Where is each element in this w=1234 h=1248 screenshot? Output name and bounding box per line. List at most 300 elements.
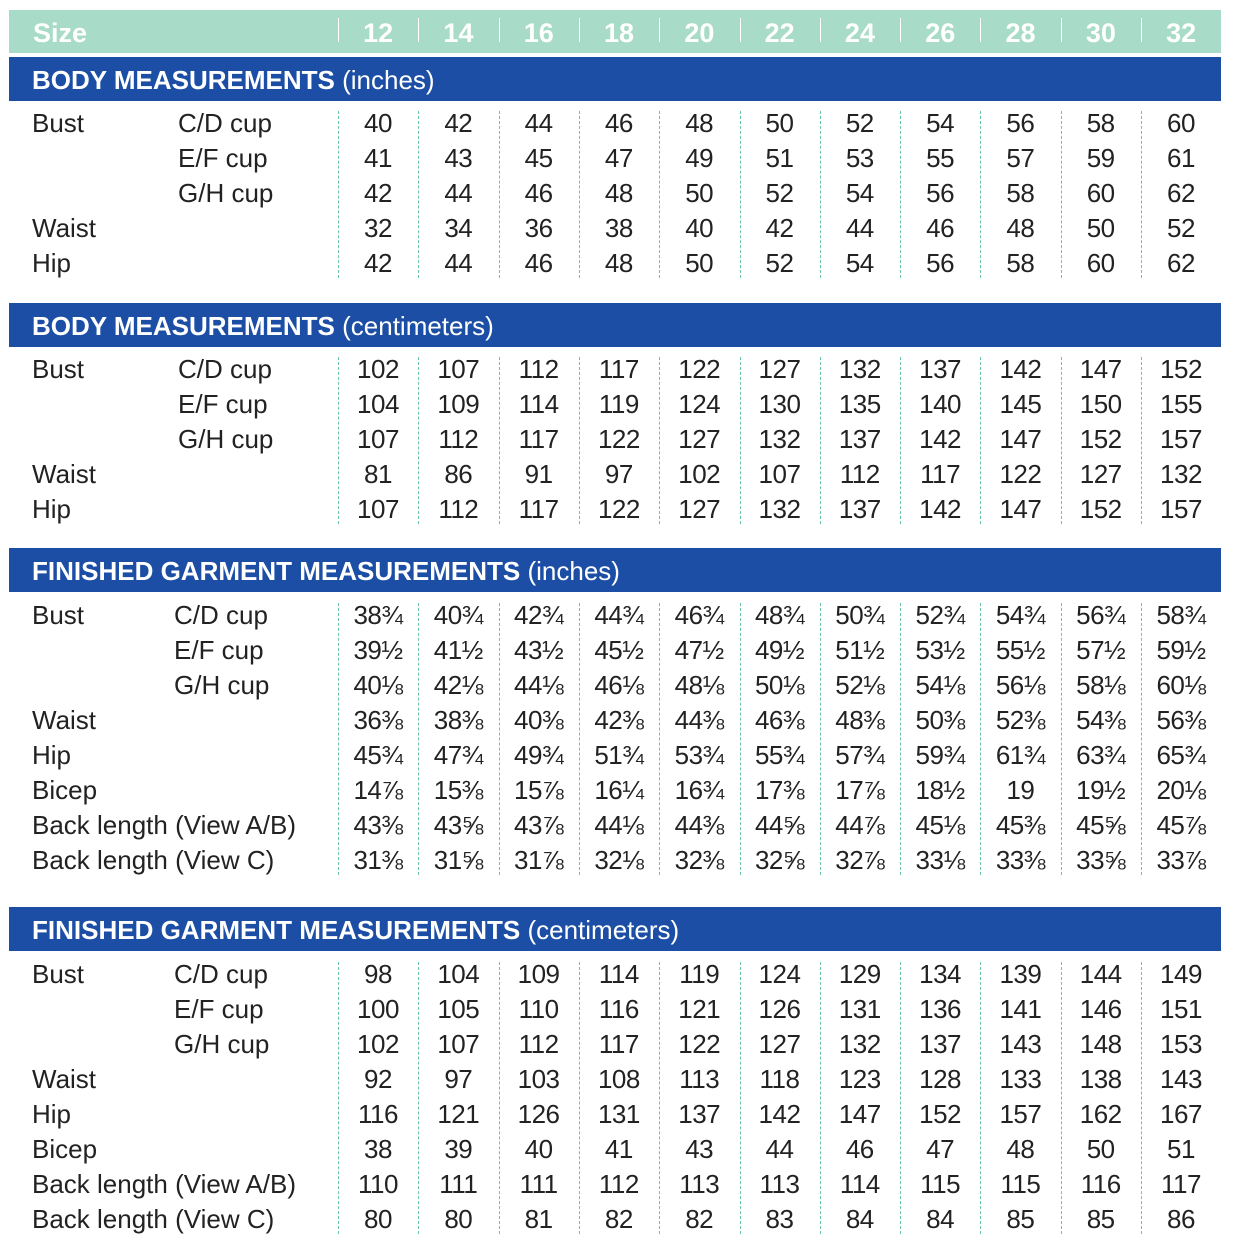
column-divider	[499, 603, 500, 875]
measurement-value: 122	[678, 1029, 721, 1059]
section-unit: (centimeters)	[527, 915, 680, 945]
column-divider	[740, 111, 741, 278]
measurement-value: 142	[919, 494, 962, 524]
measurement-value: 117	[518, 424, 559, 454]
measurement-value: 167	[1160, 1099, 1202, 1129]
header-divider	[338, 18, 339, 42]
measurement-label: Hip	[32, 740, 72, 770]
measurement-value: 38	[364, 1134, 392, 1164]
measurement-label: Waist	[32, 1064, 97, 1094]
header-divider	[418, 18, 419, 42]
measurement-value: 47	[604, 143, 633, 173]
measurement-value: 140	[919, 389, 962, 419]
measurement-value: 61¾	[995, 740, 1045, 770]
measurement-value: 43	[685, 1134, 714, 1164]
measurement-value: 112	[518, 354, 559, 384]
measurement-value: 112	[438, 424, 479, 454]
table-row	[0, 668, 1234, 703]
measurement-value: 60	[1086, 178, 1115, 208]
measurement-value: 59½	[1156, 635, 1206, 665]
measurement-value: 82	[685, 1204, 714, 1234]
measurement-value: 39½	[353, 635, 403, 665]
measurement-value: 33⅛	[915, 845, 965, 875]
measurement-value: 34	[444, 213, 473, 243]
measurement-value: 46	[524, 248, 553, 278]
table-row	[0, 1027, 1234, 1062]
table-row	[0, 457, 1234, 492]
measurement-value: 131	[838, 994, 881, 1024]
measurement-value: 110	[358, 1169, 398, 1199]
measurement-value: 132	[838, 354, 881, 384]
measurement-value: 49	[685, 143, 714, 173]
table-row	[0, 492, 1234, 527]
measurement-value: 51	[1167, 1134, 1195, 1164]
measurement-value: 52¾	[915, 600, 965, 630]
cup-size-label: E/F cup	[178, 389, 268, 419]
measurement-value: 41	[604, 1134, 633, 1164]
cup-size-label: C/D cup	[178, 354, 272, 384]
column-divider	[1061, 357, 1062, 524]
column-divider	[579, 357, 580, 524]
table-row	[0, 703, 1234, 738]
measurement-value: 44⅞	[835, 810, 885, 840]
measurement-value: 58¾	[1156, 600, 1206, 630]
measurement-value: 129	[838, 959, 881, 989]
column-divider	[900, 357, 901, 524]
column-divider	[418, 357, 419, 524]
measurement-value: 112	[598, 1169, 639, 1199]
header-divider	[820, 18, 821, 42]
measurement-value: 157	[1160, 424, 1202, 454]
measurement-value: 50	[685, 248, 714, 278]
measurement-value: 147	[1079, 354, 1122, 384]
measurement-value: 46⅜	[754, 705, 805, 735]
measurement-value: 122	[678, 354, 721, 384]
measurement-label: Bust	[32, 600, 85, 630]
table-row	[0, 141, 1234, 176]
measurement-value: 142	[758, 1099, 801, 1129]
measurement-label: Back length (View A/B)	[32, 810, 296, 840]
measurement-value: 102	[357, 354, 399, 384]
measurement-value: 149	[1160, 959, 1202, 989]
measurement-value: 40	[364, 108, 392, 138]
measurement-value: 128	[919, 1064, 962, 1094]
measurement-value: 45½	[594, 635, 644, 665]
measurement-value: 46⅛	[594, 670, 644, 700]
measurement-value: 52	[1167, 213, 1195, 243]
measurement-value: 39	[444, 1134, 473, 1164]
measurement-value: 52⅛	[835, 670, 885, 700]
cup-size-label: E/F cup	[174, 994, 264, 1024]
measurement-value: 48	[1006, 1134, 1035, 1164]
measurement-value: 18½	[915, 775, 965, 805]
column-divider	[820, 357, 821, 524]
column-divider	[820, 962, 821, 1234]
measurement-value: 126	[758, 994, 801, 1024]
column-divider	[740, 603, 741, 875]
measurement-value: 51¾	[594, 740, 644, 770]
measurement-value: 142	[919, 424, 962, 454]
measurement-value: 162	[1079, 1099, 1122, 1129]
measurement-value: 117	[518, 494, 559, 524]
measurement-value: 62	[1167, 248, 1195, 278]
measurement-value: 44⅛	[594, 810, 644, 840]
column-divider	[579, 962, 580, 1234]
measurement-value: 31⅜	[353, 845, 403, 875]
measurement-value: 157	[999, 1099, 1042, 1129]
measurement-value: 32⅜	[674, 845, 724, 875]
measurement-value: 38¾	[353, 600, 403, 630]
column-divider	[659, 603, 660, 875]
measurement-value: 147	[999, 494, 1042, 524]
measurement-value: 86	[1167, 1204, 1195, 1234]
measurement-value: 65¾	[1156, 740, 1206, 770]
measurement-value: 124	[678, 389, 721, 419]
measurement-value: 46	[845, 1134, 874, 1164]
measurement-value: 147	[999, 424, 1042, 454]
column-divider	[659, 962, 660, 1234]
measurement-value: 51	[765, 143, 794, 173]
measurement-value: 41	[364, 143, 392, 173]
header-divider	[499, 18, 500, 42]
measurement-value: 43⅝	[433, 810, 483, 840]
measurement-value: 48⅛	[674, 670, 724, 700]
measurement-value: 62	[1167, 178, 1195, 208]
table-row	[0, 633, 1234, 668]
measurement-value: 107	[357, 494, 399, 524]
measurement-value: 33⅝	[1076, 845, 1126, 875]
measurement-value: 112	[438, 494, 479, 524]
measurement-value: 139	[999, 959, 1042, 989]
cup-size-label: G/H cup	[178, 424, 274, 454]
measurement-value: 117	[1161, 1169, 1201, 1199]
size-column-header: 12	[363, 18, 394, 48]
measurement-value: 40¾	[433, 600, 483, 630]
measurement-value: 31⅞	[514, 845, 564, 875]
measurement-value: 58⅛	[1076, 670, 1126, 700]
measurement-value: 55	[926, 143, 955, 173]
measurement-value: 19	[1006, 775, 1035, 805]
measurement-value: 109	[517, 959, 560, 989]
measurement-value: 132	[758, 424, 801, 454]
measurement-value: 16¾	[674, 775, 724, 805]
section-title: FINISHED GARMENT MEASUREMENTS	[32, 556, 528, 586]
measurement-value: 113	[679, 1169, 720, 1199]
measurement-value: 33⅜	[995, 845, 1045, 875]
measurement-value: 143	[1160, 1064, 1202, 1094]
measurement-value: 45⅛	[915, 810, 965, 840]
measurement-value: 91	[524, 459, 553, 489]
measurement-label: Bust	[32, 959, 85, 989]
size-column-header: 32	[1166, 18, 1197, 48]
measurement-value: 127	[758, 354, 801, 384]
measurement-label: Hip	[32, 1099, 72, 1129]
column-divider	[980, 603, 981, 875]
measurement-value: 119	[679, 959, 720, 989]
measurement-value: 50⅜	[915, 705, 965, 735]
measurement-value: 40	[524, 1134, 553, 1164]
column-divider	[980, 962, 981, 1234]
measurement-label: Waist	[32, 459, 97, 489]
measurement-value: 111	[439, 1169, 478, 1199]
cup-size-label: E/F cup	[174, 635, 264, 665]
size-column-header: 24	[844, 18, 875, 48]
measurement-value: 102	[678, 459, 721, 489]
column-divider	[499, 111, 500, 278]
measurement-value: 53½	[915, 635, 965, 665]
measurement-value: 54	[926, 108, 955, 138]
measurement-value: 56⅛	[995, 670, 1045, 700]
size-column-header: 14	[443, 18, 474, 48]
size-column-header: 22	[764, 18, 795, 48]
measurement-label: Back length (View C)	[32, 845, 275, 875]
measurement-value: 53¾	[674, 740, 724, 770]
measurement-value: 63¾	[1076, 740, 1126, 770]
measurement-value: 115	[920, 1169, 961, 1199]
measurement-value: 104	[437, 959, 480, 989]
measurement-value: 44	[845, 213, 874, 243]
measurement-value: 97	[444, 1064, 473, 1094]
measurement-value: 152	[1160, 354, 1202, 384]
measurement-value: 60	[1086, 248, 1115, 278]
measurement-value: 52	[845, 108, 874, 138]
size-column-header: 20	[684, 18, 715, 48]
measurement-value: 98	[364, 959, 392, 989]
measurement-value: 82	[604, 1204, 633, 1234]
measurement-value: 57¾	[835, 740, 885, 770]
column-divider	[1061, 603, 1062, 875]
measurement-value: 61	[1167, 143, 1195, 173]
column-divider	[659, 357, 660, 524]
measurement-value: 127	[758, 1029, 801, 1059]
column-divider	[418, 603, 419, 875]
measurement-value: 46¾	[674, 600, 724, 630]
section-title-bar	[9, 548, 1221, 592]
measurement-value: 55¾	[754, 740, 805, 770]
measurement-value: 47	[926, 1134, 955, 1164]
measurement-value: 32⅞	[835, 845, 885, 875]
column-divider	[659, 111, 660, 278]
measurement-value: 118	[759, 1064, 800, 1094]
header-divider	[1141, 18, 1142, 42]
measurement-value: 57	[1006, 143, 1035, 173]
measurement-value: 42¾	[514, 600, 564, 630]
column-divider	[338, 962, 339, 1234]
measurement-value: 15⅞	[514, 775, 564, 805]
measurement-value: 84	[845, 1204, 874, 1234]
measurement-value: 15⅜	[433, 775, 483, 805]
measurement-value: 44⅜	[674, 810, 724, 840]
table-row	[0, 211, 1234, 246]
measurement-value: 19½	[1076, 775, 1126, 805]
measurement-value: 152	[1079, 424, 1122, 454]
measurement-value: 44⅝	[754, 810, 805, 840]
measurement-value: 148	[1079, 1029, 1122, 1059]
measurement-value: 116	[1080, 1169, 1121, 1199]
measurement-value: 44⅛	[514, 670, 564, 700]
measurement-value: 41½	[433, 635, 483, 665]
table-row	[0, 1167, 1234, 1202]
table-row	[0, 176, 1234, 211]
column-divider	[418, 111, 419, 278]
measurement-value: 137	[838, 424, 881, 454]
measurement-value: 17⅜	[754, 775, 805, 805]
measurement-value: 113	[679, 1064, 720, 1094]
measurement-value: 81	[364, 459, 392, 489]
measurement-value: 43⅞	[514, 810, 564, 840]
measurement-value: 85	[1006, 1204, 1035, 1234]
measurement-value: 58	[1086, 108, 1115, 138]
measurement-value: 155	[1160, 389, 1202, 419]
measurement-value: 44⅜	[674, 705, 724, 735]
column-divider	[1141, 357, 1142, 524]
measurement-value: 141	[999, 994, 1042, 1024]
cup-size-label: C/D cup	[174, 600, 268, 630]
measurement-value: 107	[357, 424, 399, 454]
measurement-value: 130	[758, 389, 801, 419]
measurement-value: 44	[524, 108, 553, 138]
size-column-header: 28	[1005, 18, 1036, 48]
section-title-bar	[9, 303, 1221, 347]
measurement-value: 132	[1160, 459, 1202, 489]
measurement-value: 147	[838, 1099, 881, 1129]
column-divider	[820, 603, 821, 875]
measurement-value: 109	[437, 389, 480, 419]
size-column-header: 16	[523, 18, 554, 48]
measurement-label: Bust	[32, 108, 85, 138]
measurement-value: 44	[765, 1134, 794, 1164]
measurement-value: 137	[838, 494, 881, 524]
column-divider	[1061, 962, 1062, 1234]
measurement-label: Bicep	[32, 775, 98, 805]
measurement-value: 36⅜	[353, 705, 403, 735]
measurement-value: 122	[597, 424, 640, 454]
measurement-value: 54¾	[995, 600, 1045, 630]
measurement-value: 47¾	[433, 740, 483, 770]
measurement-label: Bicep	[32, 1134, 98, 1164]
measurement-value: 54	[845, 178, 874, 208]
measurement-value: 134	[919, 959, 962, 989]
measurement-value: 135	[838, 389, 881, 419]
measurement-value: 52	[765, 178, 794, 208]
measurement-value: 50	[1086, 213, 1115, 243]
cup-size-label: G/H cup	[174, 1029, 270, 1059]
header-divider	[900, 18, 901, 42]
measurement-value: 107	[437, 354, 480, 384]
section-unit: (inches)	[527, 556, 620, 586]
column-divider	[900, 111, 901, 278]
measurement-value: 117	[598, 1029, 639, 1059]
column-divider	[740, 962, 741, 1234]
measurement-value: 84	[926, 1204, 955, 1234]
column-divider	[338, 357, 339, 524]
column-divider	[900, 962, 901, 1234]
measurement-value: 111	[519, 1169, 558, 1199]
measurement-value: 47½	[674, 635, 724, 665]
measurement-value: 46	[604, 108, 633, 138]
measurement-value: 116	[598, 994, 639, 1024]
measurement-value: 108	[597, 1064, 640, 1094]
measurement-value: 50	[685, 178, 714, 208]
measurement-value: 114	[518, 389, 559, 419]
column-divider	[900, 603, 901, 875]
column-divider	[820, 111, 821, 278]
measurement-value: 152	[1079, 494, 1122, 524]
measurement-value: 56	[1006, 108, 1035, 138]
measurement-value: 86	[444, 459, 473, 489]
measurement-value: 42	[765, 213, 794, 243]
measurement-value: 50⅛	[754, 670, 805, 700]
measurement-value: 123	[838, 1064, 881, 1094]
cup-size-label: G/H cup	[174, 670, 270, 700]
table-row	[0, 843, 1234, 878]
table-row	[0, 598, 1234, 633]
measurement-value: 127	[678, 494, 721, 524]
column-divider	[1061, 111, 1062, 278]
measurement-value: 17⅞	[835, 775, 885, 805]
measurement-value: 92	[364, 1064, 392, 1094]
measurement-value: 115	[1000, 1169, 1041, 1199]
measurement-value: 143	[999, 1029, 1042, 1059]
table-row	[0, 1202, 1234, 1237]
column-divider	[1141, 111, 1142, 278]
measurement-value: 122	[597, 494, 640, 524]
column-divider	[1141, 603, 1142, 875]
measurement-value: 46	[524, 178, 553, 208]
header-divider	[1061, 18, 1062, 42]
size-header-bar	[9, 10, 1221, 53]
column-divider	[1141, 962, 1142, 1234]
column-divider	[499, 357, 500, 524]
measurement-value: 157	[1160, 494, 1202, 524]
measurement-value: 60	[1167, 108, 1195, 138]
measurement-value: 56⅜	[1156, 705, 1206, 735]
measurement-label: Waist	[32, 705, 97, 735]
measurement-value: 132	[758, 494, 801, 524]
measurement-value: 57½	[1076, 635, 1126, 665]
measurement-value: 138	[1079, 1064, 1122, 1094]
measurement-value: 52	[765, 248, 794, 278]
measurement-value: 126	[517, 1099, 560, 1129]
header-divider	[579, 18, 580, 42]
column-divider	[418, 962, 419, 1234]
measurement-value: 45⅞	[1156, 810, 1206, 840]
measurement-value: 104	[357, 389, 399, 419]
measurement-value: 153	[1160, 1029, 1202, 1059]
measurement-value: 52⅜	[995, 705, 1045, 735]
measurement-label: Back length (View C)	[32, 1204, 275, 1234]
measurement-value: 38	[604, 213, 633, 243]
measurement-value: 103	[517, 1064, 560, 1094]
table-row	[0, 106, 1234, 141]
measurement-value: 137	[678, 1099, 721, 1129]
measurement-value: 112	[518, 1029, 559, 1059]
measurement-value: 50	[765, 108, 794, 138]
header-divider	[659, 18, 660, 42]
measurement-value: 54⅛	[915, 670, 965, 700]
section-title-bar	[9, 907, 1221, 951]
measurement-value: 45¾	[353, 740, 403, 770]
measurement-value: 137	[919, 354, 962, 384]
measurement-label: Back length (View A/B)	[32, 1169, 296, 1199]
measurement-value: 121	[437, 1099, 480, 1129]
table-row	[0, 1097, 1234, 1132]
measurement-value: 48	[685, 108, 714, 138]
measurement-value: 49½	[754, 635, 805, 665]
measurement-value: 49¾	[514, 740, 564, 770]
size-header-label: Size	[33, 18, 88, 48]
measurement-value: 112	[839, 459, 880, 489]
